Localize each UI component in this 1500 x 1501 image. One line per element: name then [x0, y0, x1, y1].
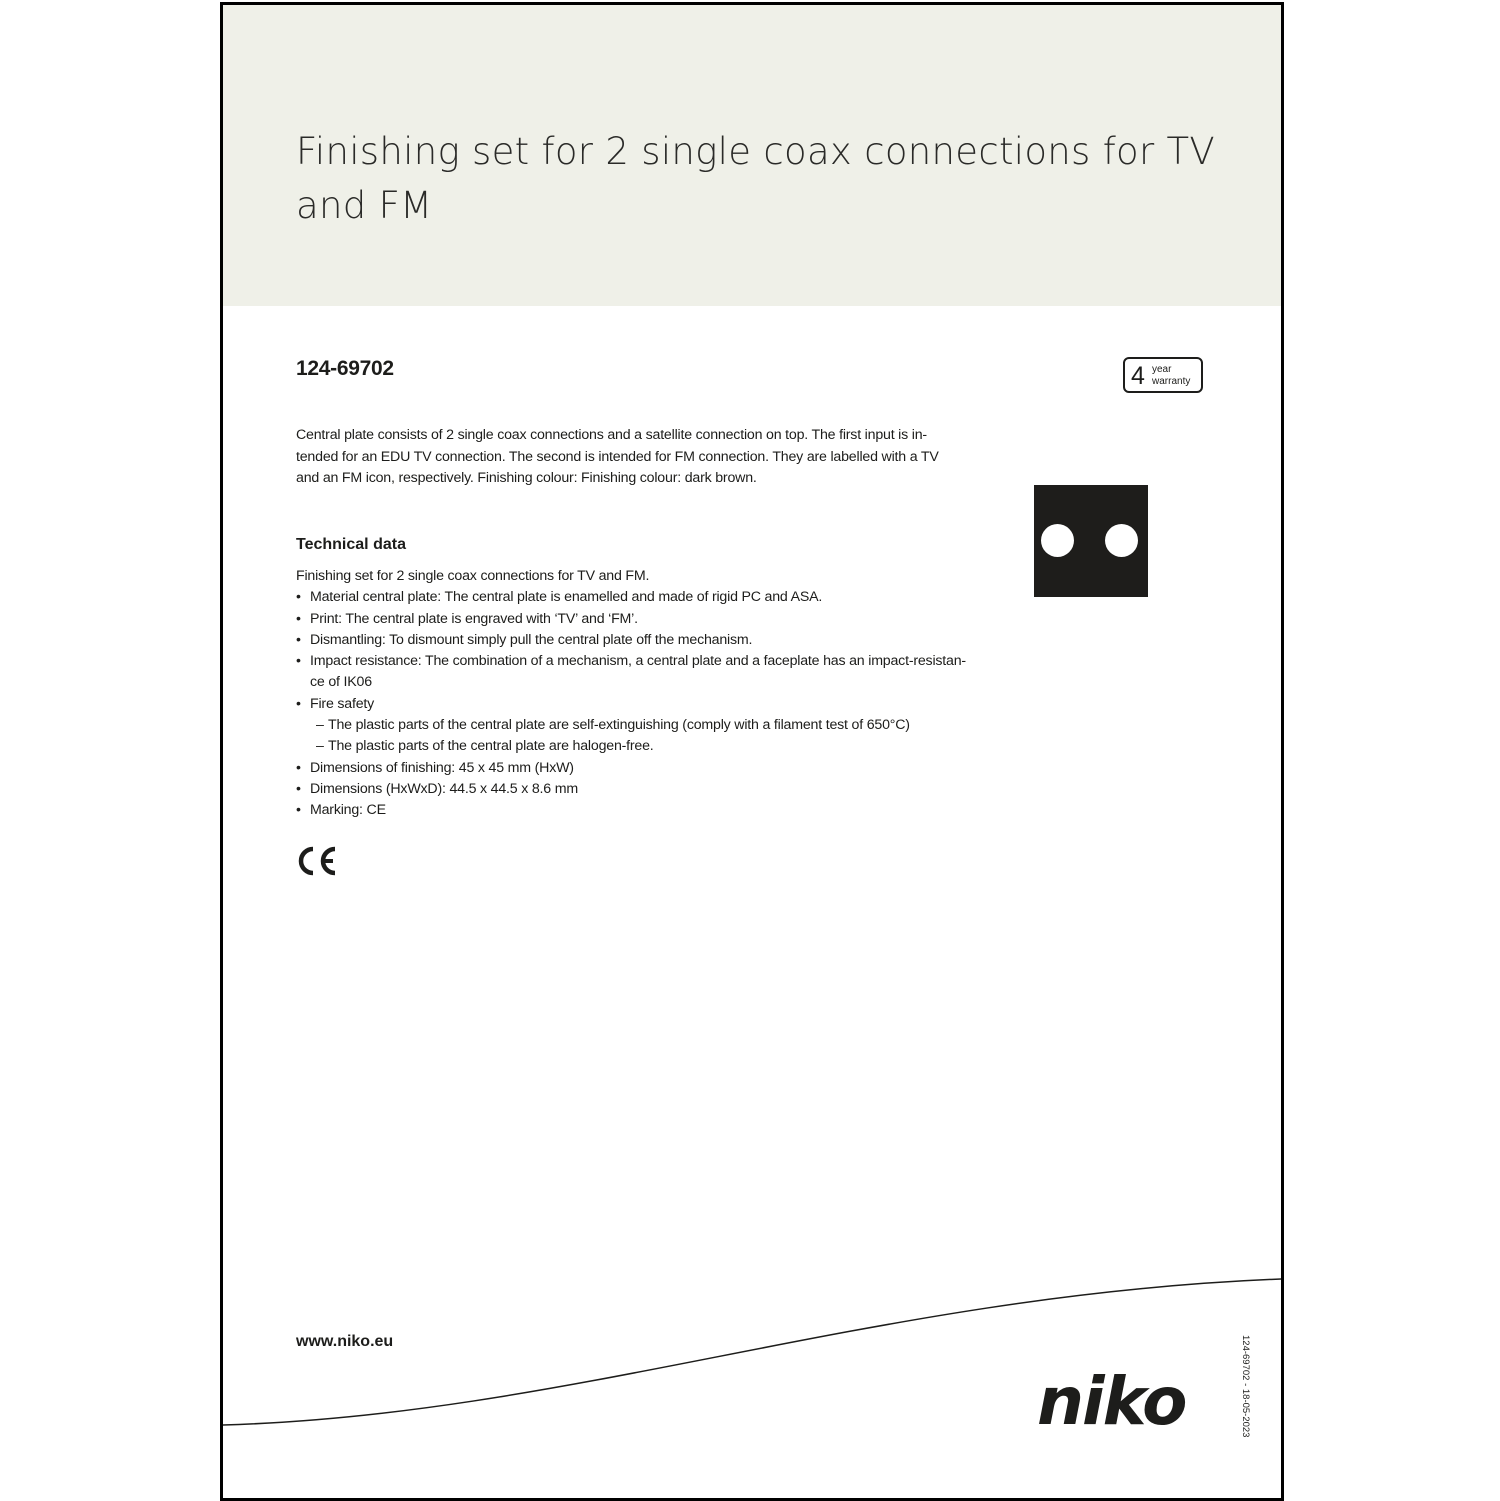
technical-data-item: • Dismantling: To dismount simply pull the central plate off the mechanism. [296, 630, 966, 651]
warranty-badge-icon [1123, 357, 1203, 393]
datasheet-page [220, 2, 1284, 1501]
technical-data-item: – The plastic parts of the central plate are halogen-free. [296, 736, 966, 757]
technical-data-item: • Material central plate: The central plate is enamelled and made of rigid PC and ASA. [296, 587, 966, 608]
technical-data-item: Finishing set for 2 single coax connections for TV and FM. [296, 568, 650, 584]
warranty-label [1152, 364, 1190, 388]
ce-mark-icon [296, 845, 340, 877]
technical-data-item: • Dimensions of finishing: 45 x 45 mm (HxW) [296, 758, 966, 779]
website-link[interactable]: www.niko.eu [296, 1333, 394, 1350]
document-reference [1239, 1335, 1251, 1438]
article-number: 124-69702 [296, 357, 394, 380]
technical-data-item: • Fire safety [296, 694, 966, 715]
page-title: Finishing set for 2 single coax connections for TV and FM [296, 130, 1216, 227]
technical-data-heading: Technical data [296, 536, 406, 553]
product-description [296, 425, 956, 490]
technical-data-item: ce of IK06 [310, 674, 372, 691]
technical-data-list [296, 566, 966, 822]
niko-logo: niko [1037, 1363, 1186, 1440]
fm-socket-hole [1105, 524, 1138, 557]
warranty-line-2: warranty [1152, 376, 1191, 387]
warranty-line-1: year [1152, 364, 1172, 375]
description-line: tended for an EDU TV connection. The second is intended for FM connection. They are labelled with a TV [296, 448, 939, 465]
tv-socket-hole [1041, 524, 1074, 557]
technical-data-item: • Marking: CE [296, 800, 966, 821]
technical-data-item: • Dimensions (HxWxD): 44.5 x 44.5 x 8.6 mm [296, 779, 966, 800]
technical-data-item: – The plastic parts of the central plate are self-extinguishing (comply with a filament test of 650°C) [296, 715, 966, 736]
technical-data-item: • Impact resistance: The combination of a mechanism, a central plate and a faceplate has an impact-resistan- [296, 651, 966, 672]
coax-central-plate-image [1034, 485, 1148, 597]
technical-data-item: • Print: The central plate is engraved with ‘TV’ and ‘FM’. [296, 609, 966, 630]
warranty-years: 4 [1131, 362, 1145, 390]
document-reference-text: 124-69702 - 18-05-2023 [1240, 1335, 1251, 1438]
description-line: Central plate consists of 2 single coax connections and a satellite connection on top. The first input is in- [296, 427, 927, 443]
description-line: and an FM icon, respectively. Finishing colour: Finishing colour: dark brown. [296, 470, 757, 486]
